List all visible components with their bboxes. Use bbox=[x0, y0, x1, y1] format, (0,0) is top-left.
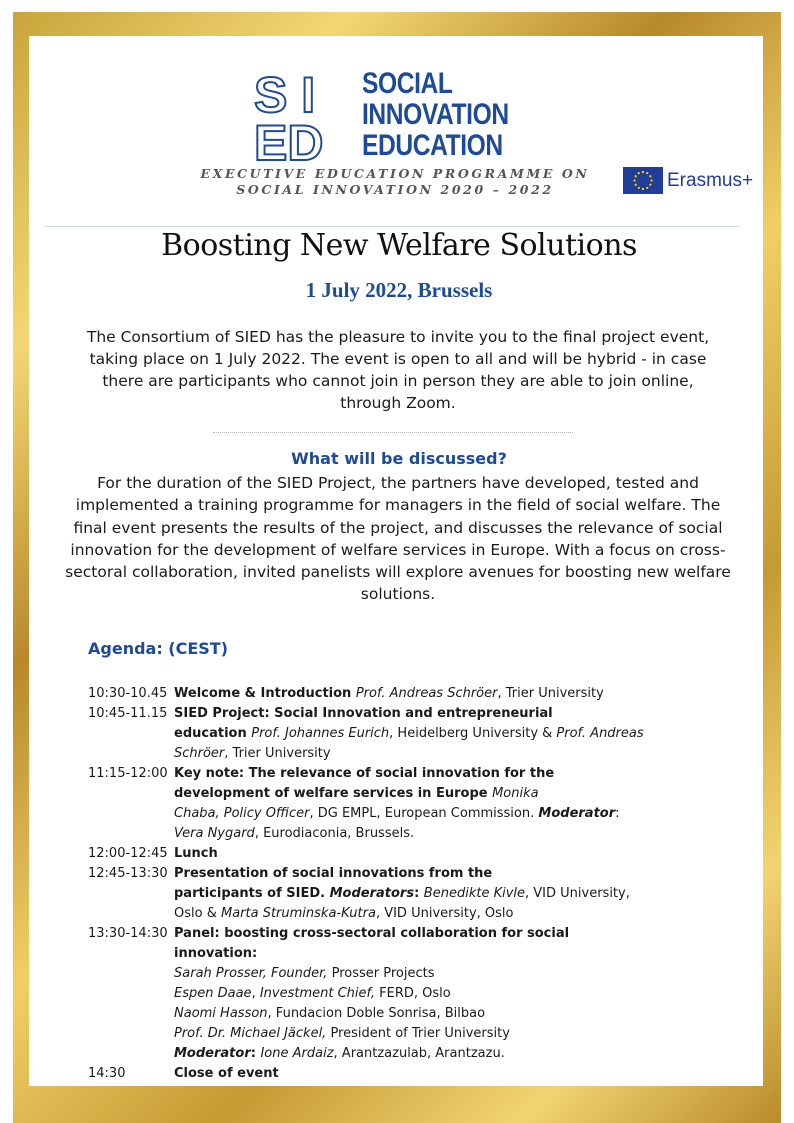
agenda-text: Presentation of social innovations from the bbox=[174, 866, 493, 881]
agenda-text: Panel: boosting cross-sectoral collaboration for social bbox=[174, 926, 570, 941]
agenda-text: Investment Chief, bbox=[259, 986, 375, 1001]
eu-star-icon bbox=[642, 171, 644, 173]
agenda-item bbox=[88, 924, 708, 1064]
agenda-item bbox=[88, 844, 708, 864]
agenda-text: development of welfare services in Europe bbox=[174, 786, 493, 801]
agenda-text: Espen Daae bbox=[174, 986, 252, 1001]
discussion-heading: What will be discussed? bbox=[291, 449, 507, 468]
agenda-text: Naomi Hasson bbox=[174, 1006, 268, 1021]
agenda-text: Prof. Andreas Schröer bbox=[355, 686, 498, 701]
eu-star-icon bbox=[650, 179, 652, 181]
eu-star-icon bbox=[633, 179, 635, 181]
section-divider bbox=[213, 432, 573, 433]
agenda-description-line bbox=[174, 744, 708, 764]
agenda-description bbox=[174, 684, 708, 704]
eu-star-icon bbox=[638, 172, 640, 174]
agenda-text: , VID University, Oslo bbox=[375, 906, 514, 921]
agenda-description bbox=[174, 864, 708, 924]
agenda-text: Oslo & bbox=[174, 906, 221, 921]
agenda-time: 12:00-12:45 bbox=[88, 846, 168, 861]
agenda-text: FERD, Oslo bbox=[375, 986, 451, 1001]
agenda-text: , Trier University bbox=[497, 686, 604, 701]
subtitle-line-2: SOCIAL INNOVATION 2020 – 2022 bbox=[236, 182, 554, 197]
intro-paragraph: The Consortium of SIED has the pleasure to invite you to the final project event, taking place on 1 July 2022. The event is open to all and will be hybrid - in case there are participants who cannot join in person they are able to join online, through Zoom. bbox=[86, 328, 710, 412]
agenda-text: Prof. Dr. Michael Jäckel, bbox=[174, 1026, 327, 1041]
erasmus-label: Erasmus+ bbox=[667, 170, 754, 191]
erasmus-logo bbox=[623, 167, 793, 197]
agenda-text: Sarah Prosser, Founder, bbox=[174, 966, 328, 981]
agenda-description-line bbox=[174, 884, 708, 904]
agenda-time: 10:45-11.15 bbox=[88, 706, 168, 721]
agenda-description-line bbox=[174, 784, 708, 804]
eu-star-icon bbox=[646, 187, 648, 189]
agenda-text: , Fundacion Doble Sonrisa, Bilbao bbox=[267, 1006, 486, 1021]
agenda-item bbox=[88, 704, 708, 764]
agenda-text: , Heidelberg University & bbox=[389, 726, 557, 741]
agenda-description-line bbox=[174, 724, 708, 744]
agenda-text: Benedikte Kivle bbox=[423, 886, 526, 901]
agenda-time: 12:45-13:30 bbox=[88, 866, 168, 881]
eu-star-icon bbox=[649, 184, 651, 186]
agenda-text: , Eurodiaconia, Brussels. bbox=[254, 826, 415, 841]
agenda-description-line bbox=[174, 1004, 708, 1024]
agenda-description-line bbox=[174, 904, 708, 924]
agenda-text: education bbox=[174, 726, 252, 741]
agenda-description-line bbox=[174, 984, 708, 1004]
agenda-description-line bbox=[174, 764, 708, 784]
agenda-text: : bbox=[250, 1046, 261, 1061]
logo-line-education: EDUCATION bbox=[362, 129, 503, 162]
subtitle-line-1: EXECUTIVE EDUCATION PROGRAMME ON bbox=[200, 166, 590, 181]
agenda-description-line bbox=[174, 844, 708, 864]
agenda-item bbox=[88, 864, 708, 924]
agenda-item bbox=[88, 684, 708, 704]
eu-star-icon bbox=[646, 172, 648, 174]
agenda-description-line bbox=[174, 1044, 708, 1064]
agenda-text: , Trier University bbox=[224, 746, 331, 761]
agenda-text: Chaba, Policy Officer bbox=[174, 806, 310, 821]
agenda-description-line bbox=[174, 824, 708, 844]
agenda-description bbox=[174, 844, 708, 864]
discussion-paragraph: For the duration of the SIED Project, the partners have developed, tested and implemented a training programme for managers in the field of social welfare. The final event presents the results of the project, and discusses the relevance of social innovation for the development of welfare services in Europe. With a focus on cross-sectoral collaboration, invited panelists will explore avenues for boosting new welfare solutions. bbox=[65, 474, 731, 604]
agenda-text: Prof. Johannes Eurich bbox=[251, 726, 390, 741]
agenda-text: Close of event bbox=[174, 1066, 279, 1081]
agenda-text: , Arantzazulab, Arantzazu. bbox=[333, 1046, 505, 1061]
agenda-text: Moderators bbox=[329, 886, 415, 901]
agenda-text: Schröer bbox=[174, 746, 225, 761]
agenda-description-line bbox=[174, 1024, 708, 1044]
agenda-item bbox=[88, 764, 708, 844]
agenda-description-line bbox=[174, 1064, 708, 1084]
agenda-description bbox=[174, 924, 708, 1064]
logo-letters-top: S I bbox=[254, 70, 316, 123]
agenda-text: Moderator bbox=[538, 806, 616, 821]
agenda-description-line bbox=[174, 804, 708, 824]
logo-line-innovation: INNOVATION bbox=[362, 98, 509, 131]
agenda-text: Prof. Andreas bbox=[556, 726, 644, 741]
agenda-text: : bbox=[615, 806, 620, 821]
agenda-text: : bbox=[414, 886, 424, 901]
eu-star-icon bbox=[635, 184, 637, 186]
agenda-description-line bbox=[174, 684, 708, 704]
eu-star-icon bbox=[638, 187, 640, 189]
agenda-text: Moderator bbox=[174, 1046, 251, 1061]
agenda-text: Monika bbox=[492, 786, 539, 801]
agenda-time: 14:30 bbox=[88, 1066, 126, 1081]
agenda-time: 13:30-14:30 bbox=[88, 926, 168, 941]
agenda-text: Vera Nygard bbox=[174, 826, 255, 841]
agenda-item bbox=[88, 1064, 708, 1084]
agenda-time: 11:15-12:00 bbox=[88, 766, 168, 781]
agenda-description-line bbox=[174, 944, 708, 964]
event-date: 1 July 2022, Brussels bbox=[305, 278, 493, 302]
agenda-text: Key note: The relevance of social innovation for the bbox=[174, 766, 555, 781]
agenda-text: innovation: bbox=[174, 946, 258, 961]
agenda-text: President of Trier University bbox=[326, 1026, 510, 1041]
sied-logo bbox=[252, 66, 552, 166]
agenda-description-line bbox=[174, 964, 708, 984]
agenda-text: participants of SIED. bbox=[174, 886, 330, 901]
agenda-text: SIED Project: Social Innovation and entrepreneurial bbox=[174, 706, 553, 721]
eu-star-icon bbox=[649, 175, 651, 177]
agenda-text: , VID University, bbox=[525, 886, 630, 901]
agenda-text: Welcome & Introduction bbox=[174, 686, 356, 701]
eu-flag-icon bbox=[623, 167, 663, 194]
agenda-time: 10:30-10.45 bbox=[88, 686, 168, 701]
agenda-description bbox=[174, 1064, 708, 1084]
agenda-text: Marta Struminska-Kutra bbox=[220, 906, 376, 921]
programme-subtitle bbox=[170, 166, 620, 198]
agenda-text: , DG EMPL, European Commission. bbox=[309, 806, 539, 821]
sied-logo-mark bbox=[252, 70, 356, 162]
agenda-description-line bbox=[174, 924, 708, 944]
agenda-text: Lunch bbox=[174, 846, 218, 861]
logo-line-social: SOCIAL bbox=[362, 67, 453, 100]
eu-star-icon bbox=[635, 175, 637, 177]
agenda-heading: Agenda: (CEST) bbox=[88, 639, 229, 658]
agenda-text: Ione Ardaiz bbox=[260, 1046, 334, 1061]
logo-wordmark bbox=[362, 68, 509, 161]
eu-star-icon bbox=[642, 188, 644, 190]
agenda-description bbox=[174, 704, 708, 764]
event-title: Boosting New Welfare Solutions bbox=[161, 228, 637, 263]
agenda-text: Prosser Projects bbox=[327, 966, 435, 981]
agenda-text: , bbox=[251, 986, 260, 1001]
logo-letters-bottom: ED bbox=[254, 115, 324, 162]
agenda-description-line bbox=[174, 864, 708, 884]
agenda-description bbox=[174, 764, 708, 844]
agenda-list bbox=[88, 684, 708, 1084]
agenda-description-line bbox=[174, 704, 708, 724]
